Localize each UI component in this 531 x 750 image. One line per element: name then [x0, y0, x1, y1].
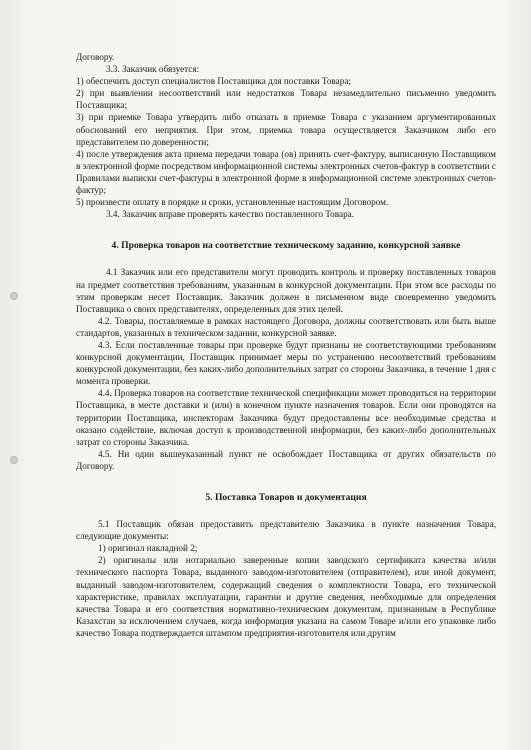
- section-heading: 5. Поставка Товаров и документация: [205, 492, 367, 503]
- paragraph: Договору.: [76, 52, 115, 62]
- list-item: 4) после утверждения акта приема передачи товара (ов) принять счет-фактуру, выписанную Поставщиком в электронной форме посредством информационной системы электронных счетов-фактур в соответствии с Правилами выписки счет-фактуры в электронной форме в информационной системе электронных счетов-фактур;: [76, 148, 496, 196]
- list-item: 2) при выявлении несоответствий или недостатков Товара незамедлительно письменно уведомить Поставщика;: [76, 88, 496, 111]
- paragraph: 4.5. Ни один вышеуказанный пункт не освобождает Поставщика от других обязательств по Договору.: [76, 448, 496, 471]
- list-item: 1) оригинал накладной 2;: [98, 543, 198, 554]
- paragraph: 4.2. Товары, поставляемые в рамках настоящего Договора, должны соответствовать или быть выше стандартов, указанных в техническом задании, конкурсной заявке.: [76, 315, 496, 338]
- list-item: 2) оригиналы или нотариально заверенные копии заводского сертификата качества и/или технического паспорта Товара, выданного заводом-изготовителем (отправителем), или иной документ, выданный заводом-изготовителем, содержащий сведения о комплектности Товара, его технической характеристике, правилах эксплуатации, гарантии и другие сведения, необходимые для определения качества Товара и его соответствия нормативно-техническим документам, признанным в Республике Казахстан за исключением случаев, когда информация указана на самом Товаре и/или его упаковке либо качество Товара подтверждается штампом предприятия-изготовителя или другим: [76, 555, 496, 638]
- punch-hole: [10, 292, 18, 300]
- paragraph: 3.3. Заказчик обязуется:: [106, 64, 200, 75]
- punch-hole: [10, 456, 18, 464]
- document-body: [76, 51, 496, 639]
- paragraph: 4.4. Проверка товаров на соответствие технической спецификации может проводиться на территории Поставщика, в месте доставки и (или) в конечном пункте назначения товаров. Если они проводятся на территории Поставщика, инспекторам Заказчика будут предоставлены все необходимые средства и оказано содействие, включая доступ к производственной информации, без каких-либо дополнительных затрат со стороны Заказчика.: [76, 388, 496, 447]
- section-heading: 4. Проверка товаров на соответствие техническому заданию, конкурсной заявке: [111, 240, 461, 252]
- list-item: 3) при приемке Товара утвердить либо отказать в приемке Товара с указанием аргументированных обоснований его неприятия. При этом, приемка товара осуществляется Заказчиком либо его представителем по доверенности;: [76, 112, 496, 147]
- paragraph: 4.1 Заказчик или его представители могут проводить контроль и проверку поставленных товаров на предмет соответствия требованиям, указанным в конкурсной документации. При этом все расходы по этим проверкам несет Поставщик. Заказчик должен в письменном виде своевременно уведомить Поставщика о своих представителях, определенных для этих целей.: [76, 267, 496, 314]
- list-item: 1) обеспечить доступ специалистов Поставщика для поставки Товара;: [76, 76, 351, 87]
- paragraph: 4.3. Если поставленные товары при проверке будут признаны не соответствующими требованиям конкурсной документации, Поставщик принимает меры по устранению несоответствий требованиям конкурсной документации, без каких-либо дополнительных затрат со стороны Заказчика, в течение 1 дня с момента проверки.: [76, 339, 496, 387]
- paragraph: 5.1 Поставщик обязан предоставить представителю Заказчика в пункте назначения Товара, следующие документы:: [76, 519, 496, 542]
- paragraph: 3.4. Заказчик вправе проверять качество поставленного Товара.: [106, 209, 355, 220]
- list-item: 5) произвести оплату в порядке и сроки, установленные настоящим Договором.: [76, 197, 389, 208]
